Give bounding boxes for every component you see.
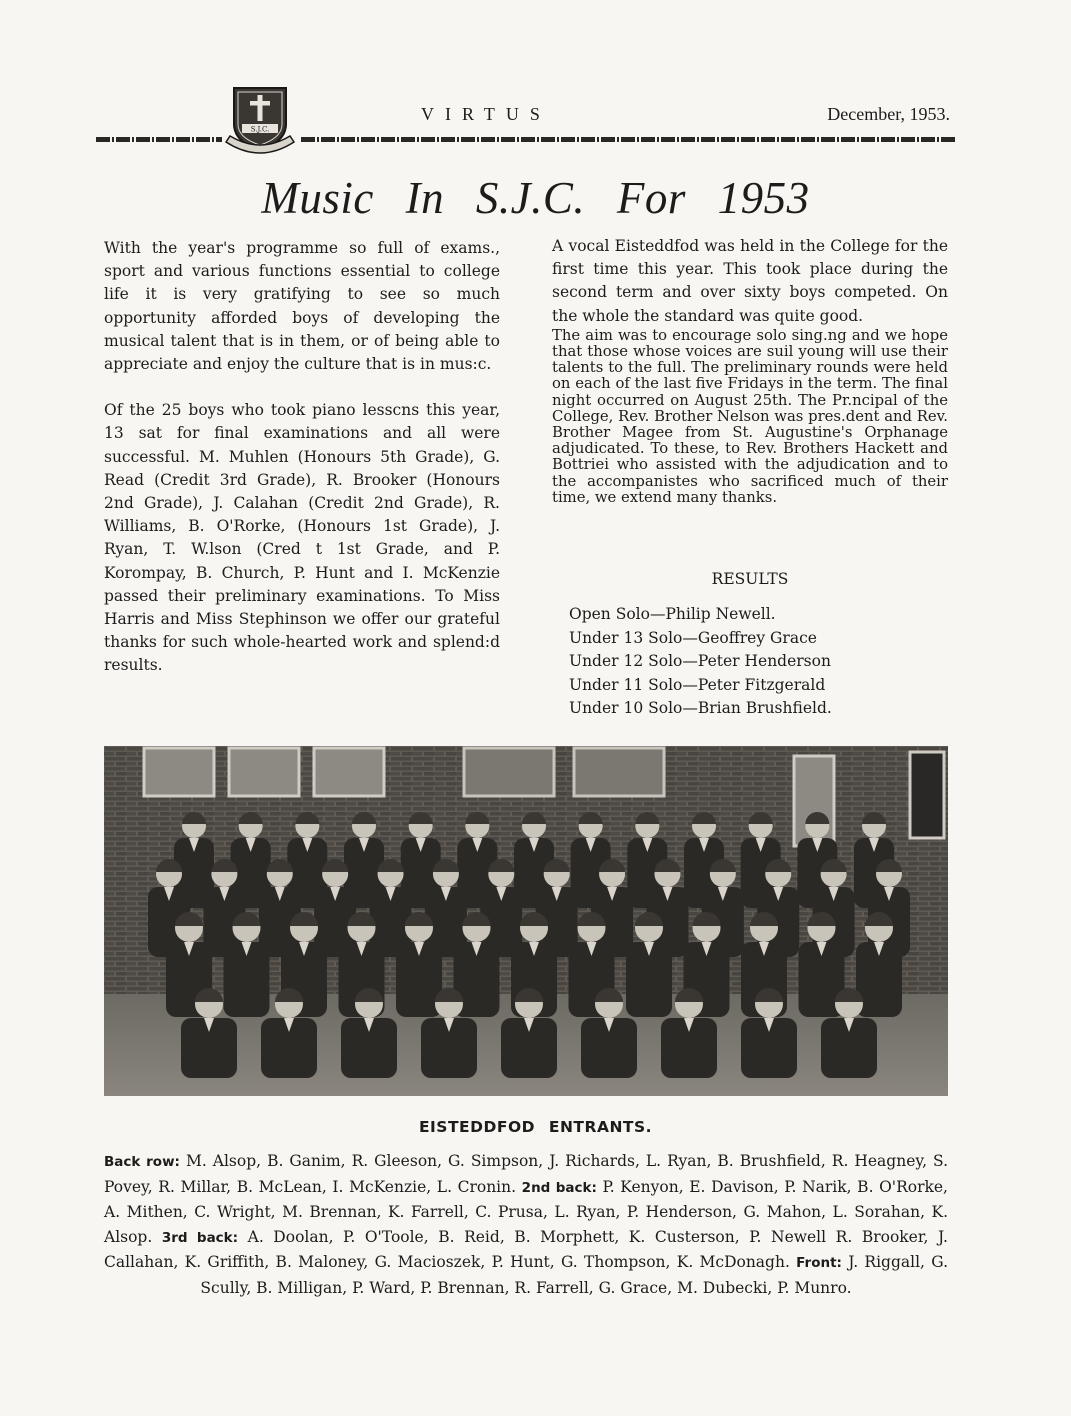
intro-paragraph: With the year's programme so full of exams., sport and various functions essential to college life it is very gratifying to see so much opportunity afforded boys of developing the musical talent that is in them, or of being able to appreciate and enjoy the culture that is in mus:c. bbox=[104, 239, 500, 374]
college-crest-icon bbox=[224, 80, 296, 156]
article-title: Music In S.J.C. For 1953 bbox=[261, 173, 810, 223]
photo-caption bbox=[104, 1149, 948, 1300]
issue-date: December, 1953. bbox=[827, 104, 950, 124]
crest-lettering: S.J.C. bbox=[250, 125, 270, 134]
caption-heading: EISTEDDFOD ENTRANTS. bbox=[418, 1118, 653, 1136]
results-list bbox=[569, 603, 832, 721]
result-item: Under 12 Solo—Peter Henderson bbox=[569, 652, 831, 671]
right-column bbox=[552, 235, 948, 506]
back-row-label: Back row: bbox=[104, 1154, 180, 1170]
second-back-names: P. Kenyon, E. Davison, P. Narik, B. O'Rorke, A. Mithen, C. Wright, M. Brennan, K. Farrell, C. Prusa, L. Ryan, P. Henderson, G. Mahon, L. Sorahan, K. Alsop. bbox=[104, 1177, 948, 1246]
second-back-label: 2nd back: bbox=[521, 1179, 597, 1196]
result-item: Open Solo—Philip Newell. bbox=[569, 605, 776, 623]
third-back-names: A. Doolan, P. O'Toole, B. Reid, B. Morphett, K. Custerson, P. Newell R. Brooker, J. Callahan, K. Griffith, B. Maloney, G. Macioszek, P. Hunt, G. Thompson, K. McDonagh. bbox=[104, 1227, 948, 1271]
results-heading: RESULTS bbox=[711, 570, 789, 588]
piano-paragraph: Of the 25 boys who took piano lesscns this year, 13 sat for final examinations and all were successful. M. Muhlen (Honours 5th Grade), G. Read (Credit 3rd Grade), R. Brooker (Honours 2nd Grade), J. Calahan (Credit 2nd Grade), R. Williams, B. O'Rorke, (Honours 1st Grade), J. Ryan, T. W.lson (Cred t 1st Grade, and P. Korompay, B. Church, P. Hunt and I. McKenzie passed their preliminary examinations. To Miss Harris and Miss Stephinson we offer our grateful thanks for such whole-hearted work and splend:d results. bbox=[104, 401, 500, 675]
page-header bbox=[96, 78, 956, 158]
front-row-label: Front: bbox=[796, 1255, 842, 1271]
result-item: Under 11 Solo—Peter Fitzgerald bbox=[569, 675, 826, 694]
header-rule-left bbox=[96, 137, 222, 142]
third-back-label: 3rd back: bbox=[161, 1229, 239, 1246]
front-row-names: J. Riggall, G. Scully, B. Milligan, P. Ward, P. Brennan, R. Farrell, G. Grace, M. Dubecki, P. Munro. bbox=[200, 1253, 949, 1297]
result-item: Under 10 Solo—Brian Brushfield. bbox=[569, 699, 832, 718]
group-photo bbox=[104, 746, 948, 1096]
back-row-names: M. Alsop, B. Ganim, R. Gleeson, G. Simpson, J. Richards, L. Ryan, B. Brushfield, R. Heagney, S. Povey, R. Millar, B. McLean, I. McKenzie, L. Cronin. bbox=[104, 1152, 948, 1196]
left-column bbox=[104, 237, 500, 678]
eisteddfod-paragraph-continued: The aim was to encourage solo sing.ng and we hope that those whose voices are suil young will use their talents to the full. The preliminary rounds were held on each of the last five Fridays in the term. The final night occurred on August 25th. The Pr.ncipal of the College, Rev. Brother Nelson was pres.dent and Rev. Brother Magee from St. Augustine's Orphanage adjudicated. To these, to Rev. Brothers Hackett and Bottriei who assisted with the adjudication and to the accompanistes who sacrificed much of their time, we extend many thanks. bbox=[552, 326, 948, 506]
result-item: Under 13 Solo—Geoffrey Grace bbox=[569, 628, 817, 647]
eisteddfod-paragraph: A vocal Eisteddfod was held in the College for the first time this year. This took place during the second term and over sixty boys competed. On the whole the standard was quite good. bbox=[552, 237, 948, 325]
masthead-title: VIRTUS bbox=[421, 104, 551, 124]
header-rule-right bbox=[301, 137, 956, 142]
